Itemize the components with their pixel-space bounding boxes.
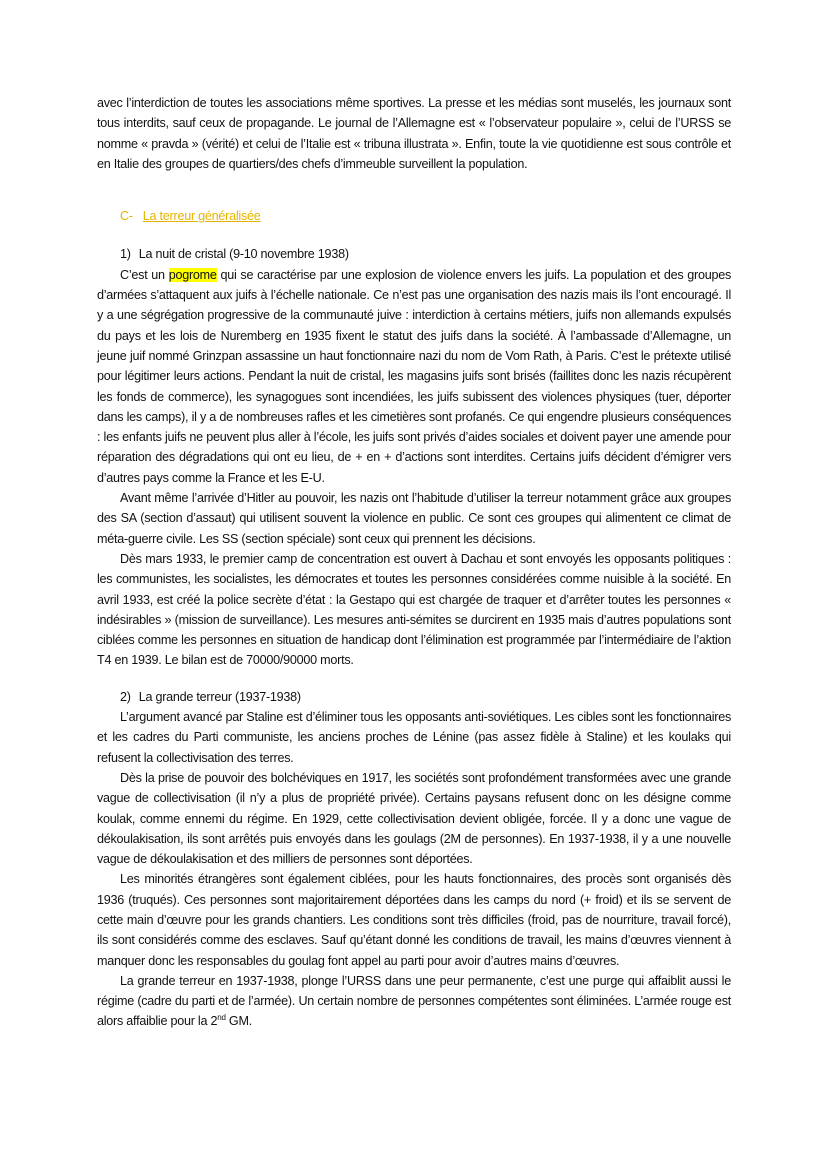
subheading-title: La nuit de cristal (9-10 novembre 1938): [138, 247, 349, 262]
paragraph: Les minorités étrangères sont également ciblées, pour les hauts fonctionnaires, des procès sont organisés dès 1936 (truqués). Ces personnes sont majoritairement déportées dans les camps du nord (+ froid) et ils se servent de cette main d’œuvre pour les grands chantiers. Les conditions sont très difficiles (froid, pas de nourriture, travail forcé), ils sont considérés comme des esclaves. Sauf qu’étant donné les conditions de travail, les mains d’œuvres viennent à manquer donc les responsables du goulag font appel au parti pour avoir d’autres mains d’œuvres.: [97, 872, 731, 968]
section-heading-c: [97, 206, 731, 226]
paragraph: [97, 265, 731, 488]
paragraph: Dès la prise de pouvoir des bolchéviques en 1917, les sociétés sont profondément transformées avec une grande vague de collectivisation (il n’y a plus de propriété privée). Certains paysans refusent donc on les désigne comme koulak, comme ennemi du régime. En 1929, cette collectivisation devient obligée, forcée. Il y a donc une vague de dékoulakisation, ils sont arrêtés puis envoyés dans les goulags (2M de personnes). En 1937-1938, il y a une nouvelle vague de dékoulakisation et des milliers de personnes sont déportées.: [97, 770, 731, 867]
document-page: [97, 93, 731, 1032]
superscript: nd: [217, 1013, 226, 1023]
section-title: La terreur généralisée: [142, 209, 261, 224]
subheading-1: [97, 244, 731, 264]
text: La grande terreur en 1937-1938, plonge l’URSS dans une peur permanente, c’est une purge qui affaiblit aussi le régime (cadre du parti et de l’armée). Un certain nombre de personnes compétentes sont éliminées. L’armée rouge est alors affaiblie pour la 2: [97, 973, 731, 1029]
paragraph: L’argument avancé par Staline est d’éliminer tous les opposants anti-soviétiques. Les cibles sont les fonctionnaires et les cadres du Parti communiste, les anciens proches de Lénine (pas assez fidèle à Staline) et les koulaks qui refusent la collectivisation des terres.: [97, 710, 731, 765]
text: GM.: [225, 1014, 252, 1029]
paragraph: Dès mars 1933, le premier camp de concentration est ouvert à Dachau et sont envoyés les opposants politiques : les communistes, les socialistes, les démocrates et toutes les personnes considérées comme nuisible à la société. En avril 1933, est créé la police secrète d’état : la Gestapo qui est chargée de traquer et d’arrêter toutes les personnes « indésirables » (mission de surveillance). Les mesures anti-sémites se durcirent en 1935 mais d’autres populations sont ciblées comme les personnes en situation de handicap dont l’élimination est programmée par l’intermédiaire de l’aktion T4 en 1939. Le bilan est de 70000/90000 morts.: [97, 551, 731, 668]
highlighted-word: pogrome: [168, 267, 217, 282]
paragraph: [97, 971, 731, 1032]
section-number: C-: [120, 209, 133, 224]
text: qui se caractérise par une explosion de violence envers les juifs. La population et des groupes d’armées s’attaquent aux juifs à l’échelle nationale. Ce n’est pas une organisation des nazis mais ils l’ont encouragé. Il y a une ségrégation progressive de la communauté juive : interdiction à certains métiers, juifs non allemands expulsés du pays et les lois de Nuremberg en 1935 fixent le statut des juifs dans la société. À l’ambassade d’Allemagne, un jeune juif nommé Grinzpan assassine un haut fonctionnaire nazi du nom de Vom Rath, à Paris. C’est le prétexte utilisé pour légitimer leurs actions. Pendant la nuit de cristal, les magasins juifs sont brisés (faillites donc les nazis récupèrent les fonds de commerce), les synagogues sont incendiées, les juifs subissent des violences physiques (tuer, déporter dans les camps), il y a de nombreuses rafles et les cimetières sont profanés. Ce qui engendre plusieurs conséquences : les enfants juifs ne peuvent plus aller à l’école, les juifs sont privés d’aides sociales et doivent payer une amende pour réparation des dégradations qui ont eu lieu, de + en + d’actions sont interdites. Certains juifs décident d’émigrer vers d’autres pays comme la France et les E-U.: [97, 267, 732, 485]
subheading-number: 2): [120, 689, 131, 704]
subheading-number: 1): [120, 247, 131, 262]
text: C’est un: [120, 267, 169, 282]
subheading-2: [97, 687, 731, 707]
subheading-title: La grande terreur (1937-1938): [138, 689, 301, 704]
paragraph: Avant même l’arrivée d’Hitler au pouvoir, les nazis ont l’habitude d’utiliser la terreur notamment grâce aux groupes des SA (section d’assaut) qui utilisent souvent la violence en public. Ce sont ces groupes qui alimentent ce climat de méta-guerre civile. Les SS (section spéciale) sont ceux qui prennent les décisions.: [97, 491, 731, 546]
intro-paragraph: avec l’interdiction de toutes les associations même sportives. La presse et les médias sont muselés, les journaux sont tous interdits, sauf ceux de propagande. Le journal de l’Allemagne est « l’observateur populaire », celui de l’URSS se nomme « pravda » (vérité) et celui de l’Italie est « tribuna illustrata ». Enfin, toute la vie quotidienne est sous contrôle et en Italie des groupes de quartiers/des chefs d’immeuble surveillent la population.: [97, 96, 731, 171]
